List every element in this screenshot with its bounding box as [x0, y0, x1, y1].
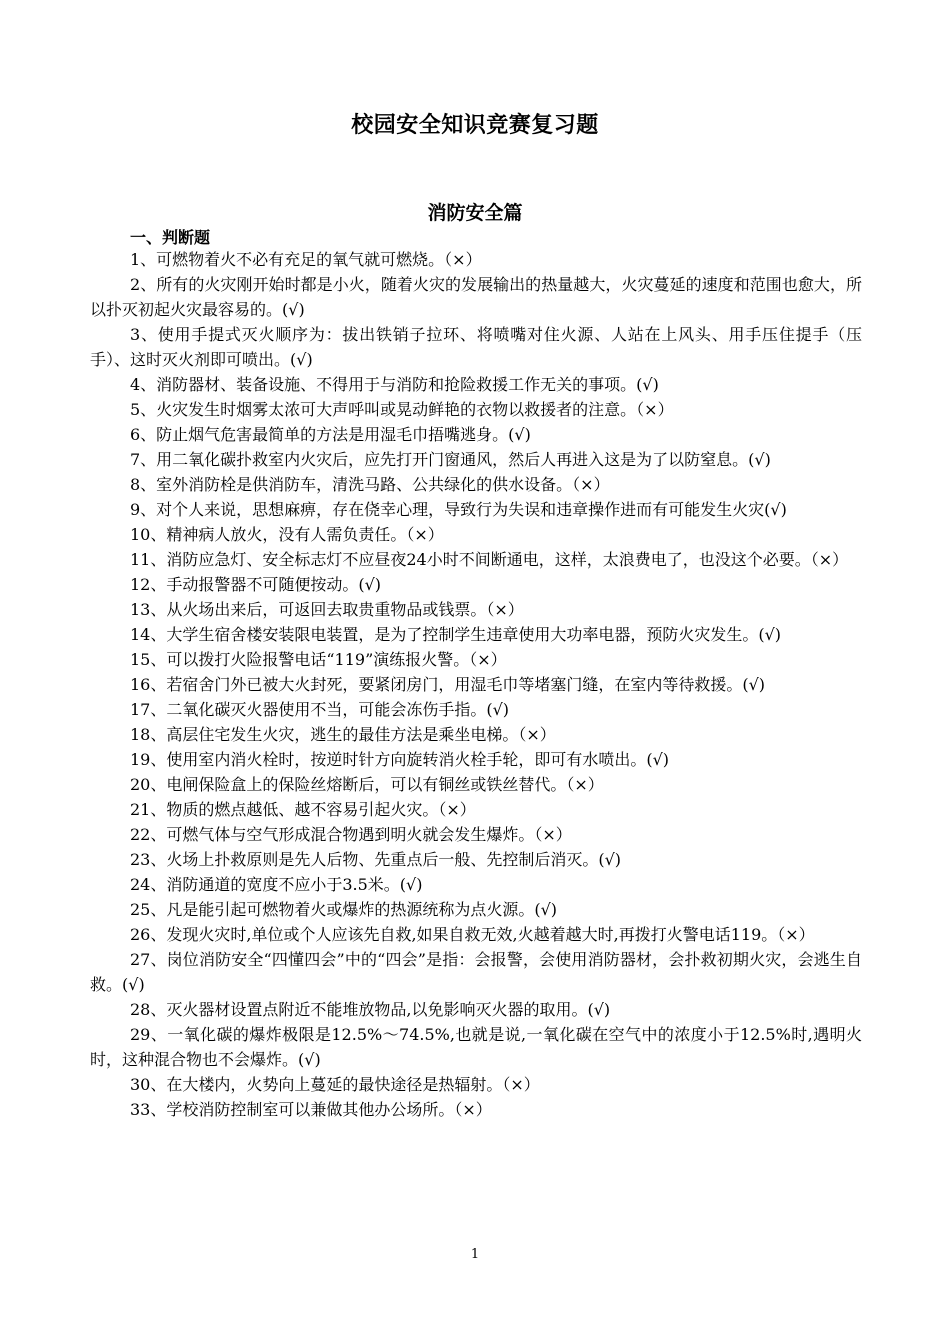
list-item: 4、消防器材、装备设施、不得用于与消防和抢险救援工作无关的事项。(√) [130, 375, 659, 394]
list-item: 13、从火场出来后，可返回去取贵重物品或钱票。（×） [130, 600, 524, 619]
list-item: 30、在大楼内，火势向上蔓延的最快途径是热辐射。（×） [130, 1075, 540, 1094]
list-item: 8、室外消防栓是供消防车，清洗马路、公共绿化的供水设备。（×） [130, 475, 610, 494]
list-item: 28、灭火器材设置点附近不能堆放物品,以免影响灭火器的取用。(√) [130, 1000, 611, 1019]
list-item: 1、可燃物着火不必有充足的氧气就可燃烧。（×） [130, 250, 482, 269]
list-item: 6、防止烟气危害最简单的方法是用湿毛巾捂嘴逃身。(√) [130, 425, 531, 444]
question-list [90, 247, 862, 1122]
list-item: 11、消防应急灯、安全标志灯不应昼夜24小时不间断通电，这样，太浪费电了，也没这个必要。（×） [130, 550, 849, 569]
list-item: 14、大学生宿舍楼安装限电装置，是为了控制学生违章使用大功率电器，预防火灾发生。(√) [130, 625, 782, 644]
list-item: 5、火灾发生时烟雾太浓可大声呼叫或晃动鲜艳的衣物以救援者的注意。（×） [130, 400, 674, 419]
list-item: 17、二氧化碳灭火器使用不当，可能会冻伤手指。(√) [130, 700, 510, 719]
section-heading: 一、判断题 [130, 228, 211, 247]
list-item: 20、电闸保险盒上的保险丝熔断后，可以有铜丝或铁丝替代。（×） [130, 775, 604, 794]
list-item: 29、一氧化碳的爆炸极限是12.5%～74.5%,也就是说,一氧化碳在空气中的浓度小于12.5%时,遇明火时，这种混合物也不会爆炸。(√) [90, 1025, 862, 1069]
list-item: 19、使用室内消火栓时，按逆时针方向旋转消火栓手轮，即可有水喷出。(√) [130, 750, 670, 769]
list-item: 23、火场上扑救原则是先人后物、先重点后一般、先控制后消灭。(√) [130, 850, 622, 869]
list-item: 16、若宿舍门外已被大火封死，要紧闭房门，用湿毛巾等堵塞门缝，在室内等待救援。(√) [130, 675, 766, 694]
list-item: 2、所有的火灾刚开始时都是小火，随着火灾的发展输出的热量越大，火灾蔓延的速度和范围也愈大，所以扑灭初起火灾最容易的。(√) [90, 275, 862, 319]
list-item: 21、物质的燃点越低、越不容易引起火灾。（×） [130, 800, 476, 819]
list-item: 25、凡是能引起可燃物着火或爆炸的热源统称为点火源。(√) [130, 900, 558, 919]
list-item: 27、岗位消防安全“四懂四会”中的“四会”是指：会报警，会使用消防器材，会扑救初期火灾，会逃生自救。(√) [90, 950, 862, 994]
chapter-heading: 消防安全篇 [427, 202, 523, 224]
list-item: 33、学校消防控制室可以兼做其他办公场所。（×） [130, 1100, 492, 1119]
document-title: 校园安全知识竞赛复习题 [351, 112, 599, 138]
list-item: 15、可以拨打火险报警电话“119”演练报火警。（×） [130, 650, 507, 669]
list-item: 10、精神病人放火，没有人需负责任。（×） [130, 525, 444, 544]
list-item: 12、手动报警器不可随便按动。(√) [130, 575, 382, 594]
list-item: 9、对个人来说，思想麻痹，存在侥幸心理，导致行为失误和违章操作进而有可能发生火灾(√) [130, 500, 787, 519]
page-number: 1 [470, 1247, 480, 1262]
list-item: 18、高层住宅发生火灾，逃生的最佳方法是乘坐电梯。（×） [130, 725, 556, 744]
list-item: 3、使用手提式灭火顺序为：拔出铁销子拉环、将喷嘴对住火源、人站在上风头、用手压住提手（压手）、这时灭火剂即可喷出。(√) [90, 325, 862, 369]
list-item: 22、可燃气体与空气形成混合物遇到明火就会发生爆炸。（×） [130, 825, 572, 844]
list-item: 26、发现火灾时,单位或个人应该先自救,如果自救无效,火越着越大时,再拨打火警电话119。（×） [130, 925, 815, 944]
list-item: 7、用二氧化碳扑救室内火灾后，应先打开门窗通风，然后人再进入这是为了以防窒息。(√) [130, 450, 771, 469]
list-item: 24、消防通道的宽度不应小于3.5米。(√) [130, 875, 423, 894]
